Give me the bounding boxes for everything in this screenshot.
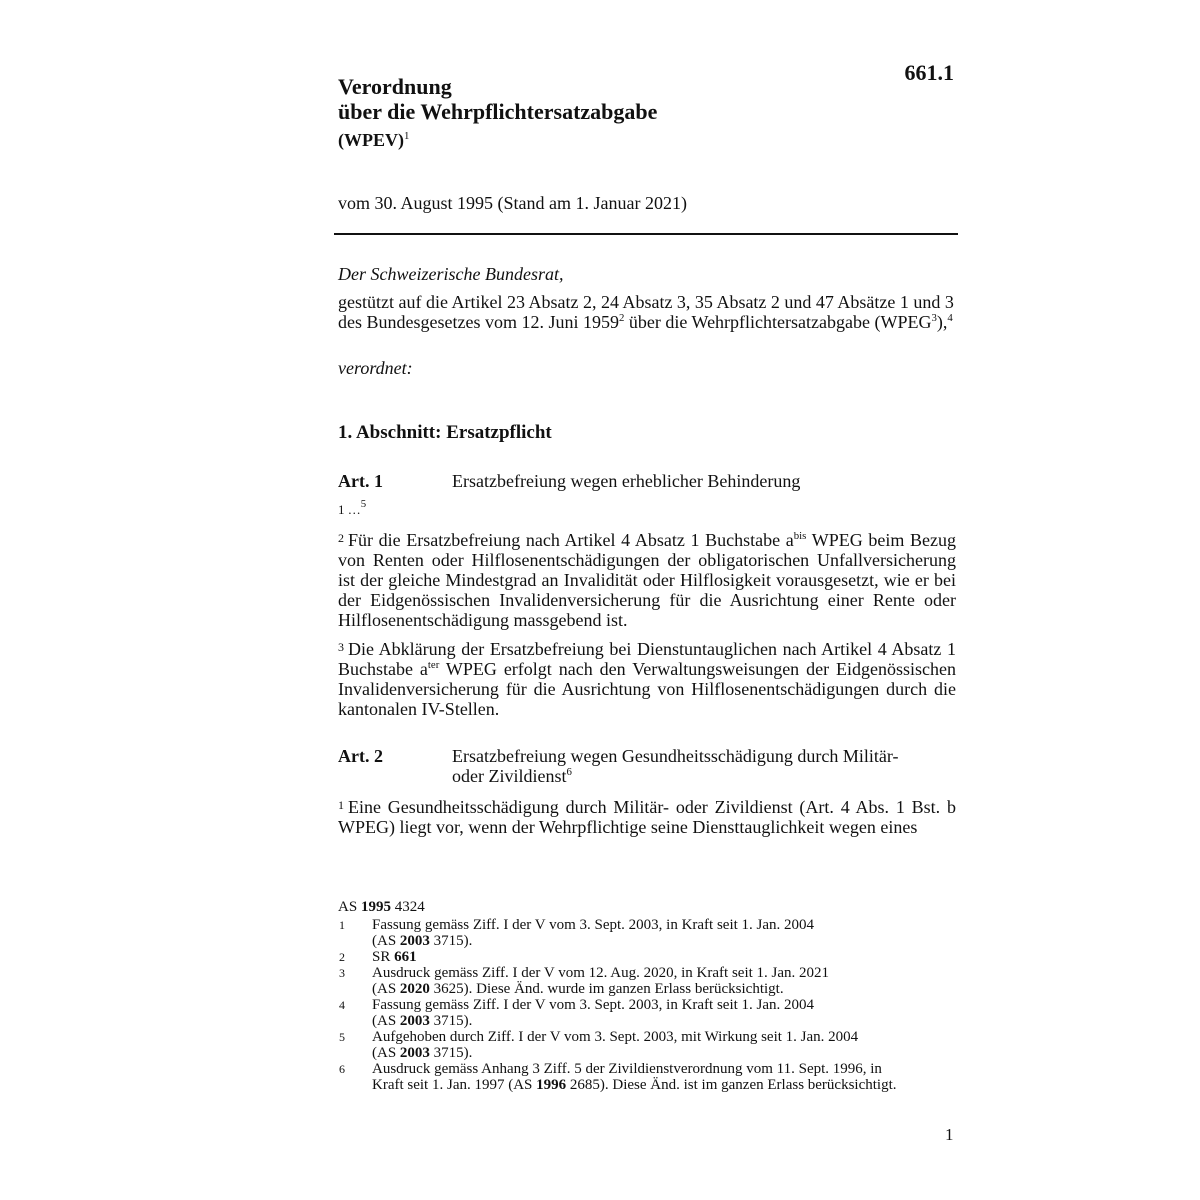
- footnote-part: (AS: [372, 981, 400, 997]
- document-title: [338, 74, 657, 124]
- footnote-text: [372, 1061, 897, 1093]
- footnote-1: [338, 917, 958, 949]
- source-page: 4324: [394, 899, 425, 915]
- section-heading: 1. Abschnitt: Ersatzpflicht: [338, 422, 552, 443]
- footnote-line: [372, 1045, 858, 1061]
- footnote-bold: 2003: [399, 1045, 430, 1061]
- footnote-bold: 2003: [399, 1013, 430, 1029]
- footnote-5: [338, 1029, 958, 1061]
- footnote-ref-6[interactable]: 6: [566, 766, 572, 778]
- footnote-number: 5: [339, 1030, 345, 1044]
- header-divider: [334, 233, 958, 235]
- footnote-part: (AS: [372, 1045, 400, 1061]
- para-text: Eine Gesundheitsschädigung durch Militär- oder Zivildienst (Art. 4 Abs. 1 Bst. b WPEG) liegt vor, wenn der Wehrpflichtige seine Diensttauglichkeit wegen eines: [338, 797, 956, 837]
- article-2-title-line-1: Ersatzbefreiung wegen Gesundheitsschädigung durch Militär-: [452, 746, 899, 766]
- footnotes: [338, 899, 958, 1093]
- article-1-title: Ersatzbefreiung wegen erheblicher Behinderung: [452, 471, 801, 491]
- footnote-text: [372, 917, 814, 949]
- footnote-text: [372, 949, 417, 965]
- footnote-part: 2685). Diese Änd. ist im ganzen Erlass berücksichtigt.: [566, 1077, 897, 1093]
- para-text-b: WPEG beim Bezug von Renten oder Hilflosenentschädigungen der obligatorischen Unfallversicherung ist der gleiche Mindestgrad an Invalidität oder Hilflosigkeit vorausgesetzt, wie er bei der Eidgenössischen Invalidenversicherung für die Ausrichtung einer Rente oder Hilflosenentschädigung massgebend ist.: [338, 530, 956, 630]
- preamble-basis-c: ),: [936, 312, 948, 332]
- footnote-number: 4: [339, 998, 345, 1012]
- title-line-1: Verordnung: [338, 74, 452, 99]
- para-number: 1: [338, 502, 345, 517]
- footnote-6: [338, 1061, 958, 1093]
- footnote-line: [372, 981, 829, 997]
- footnote-text: [372, 965, 829, 997]
- footnote-ref-4[interactable]: 4: [947, 312, 953, 324]
- footnote-bold: 2020: [399, 981, 430, 997]
- footnote-text: [372, 997, 814, 1029]
- footnote-bold: 1996: [536, 1077, 567, 1093]
- superscript-ter: ter: [427, 659, 440, 671]
- abbreviation-text: (WPEV): [338, 130, 404, 150]
- article-2-title-text: oder Zivildienst: [452, 766, 567, 786]
- footnote-part: 3715).: [429, 1045, 473, 1061]
- para-text-b: WPEG erfolgt nach den Verwaltungsweisungen der Eidgenössischen Invalidenversicherung für die Ausrichtung von Hilflosenentschädigungen durch die kantonalen IV-Stellen.: [338, 659, 956, 719]
- footnote-ref-3[interactable]: 3: [931, 312, 937, 324]
- page-number: 1: [945, 1125, 954, 1144]
- para-text-a: Die Abklärung der Ersatzbefreiung bei Dienstuntauglichen nach Artikel 4 Absatz 1 Buchstabe a: [338, 639, 956, 679]
- footnote-4: [338, 997, 958, 1029]
- footnote-line: Fassung gemäss Ziff. I der V vom 3. Sept. 2003, in Kraft seit 1. Jan. 2004: [372, 917, 815, 933]
- footnote-text: [372, 1029, 858, 1061]
- footnote-ref-1[interactable]: 1: [404, 130, 410, 142]
- para-number: 2: [338, 531, 344, 545]
- preamble-authority: Der Schweizerische Bundesrat,: [338, 264, 564, 284]
- footnote-line: [372, 1013, 814, 1029]
- article-1-para-3: [338, 637, 956, 719]
- title-abbreviation: [338, 130, 409, 151]
- preamble-enacts: verordnet:: [338, 358, 413, 378]
- superscript-bis: bis: [793, 530, 807, 542]
- footnote-part: 3715).: [429, 933, 473, 949]
- footnote-line: Aufgehoben durch Ziff. I der V vom 3. Sept. 2003, mit Wirkung seit 1. Jan. 2004: [372, 1029, 859, 1045]
- article-1-para-1: [338, 498, 956, 520]
- footnote-ref-5[interactable]: 5: [360, 498, 367, 510]
- footnote-line: Ausdruck gemäss Ziff. I der V vom 12. Aug. 2020, in Kraft seit 1. Jan. 2021: [372, 965, 830, 981]
- footnote-line: Fassung gemäss Ziff. I der V vom 3. Sept. 2003, in Kraft seit 1. Jan. 2004: [372, 997, 815, 1013]
- footnote-number: 2: [339, 950, 345, 964]
- title-line-2: über die Wehrpflichtersatzabgabe: [338, 99, 658, 124]
- footnote-part: Kraft seit 1. Jan. 1997 (AS: [372, 1077, 537, 1093]
- article-2-number: Art. 2: [338, 746, 383, 766]
- sr-number: 661.1: [904, 60, 954, 85]
- footnote-number: 6: [339, 1062, 345, 1076]
- source-prefix: AS: [338, 899, 358, 915]
- footnote-line: [372, 933, 814, 949]
- footnote-3: [338, 965, 958, 997]
- footnote-line: Ausdruck gemäss Anhang 3 Ziff. 5 der Zivildienstverordnung vom 11. Sept. 1996, in: [372, 1061, 882, 1077]
- footnote-number: 1: [339, 918, 345, 932]
- footnote-line: [372, 1077, 897, 1093]
- article-2-para-1: [338, 795, 956, 837]
- source-reference: [338, 899, 958, 915]
- article-1-para-2: [338, 528, 956, 630]
- para-number: 3: [338, 640, 344, 654]
- footnote-part: SR: [372, 949, 395, 965]
- para-text-a: Für die Ersatzbefreiung nach Artikel 4 Absatz 1 Buchstabe a: [348, 530, 794, 550]
- source-year: 1995: [360, 899, 391, 915]
- para-number: 1: [338, 798, 344, 812]
- preamble-basis-a: gestützt auf die Artikel 23 Absatz 2, 24 Absatz 3, 35 Absatz 2 und 47 Absätze 1 und 3 des Bundesgesetzes vom 12. Juni 1959: [338, 292, 954, 332]
- footnote-ref-2[interactable]: 2: [618, 312, 625, 324]
- preamble-basis: [338, 292, 956, 332]
- footnote-part: (AS: [372, 1013, 400, 1029]
- article-2-title-line-2: [452, 766, 922, 786]
- footnote-2: [338, 949, 958, 965]
- article-1-number: Art. 1: [338, 471, 383, 491]
- footnote-part: (AS: [372, 933, 400, 949]
- article-2-title: [452, 746, 922, 786]
- para-text: …: [344, 502, 361, 517]
- footnote-part: 3715).: [429, 1013, 473, 1029]
- issue-date: vom 30. August 1995 (Stand am 1. Januar 2021): [338, 193, 687, 213]
- footnote-number: 3: [339, 966, 345, 980]
- footnote-part: 3625). Diese Änd. wurde im ganzen Erlass berücksichtigt.: [429, 981, 784, 997]
- footnote-bold: 661: [394, 949, 417, 965]
- preamble-basis-b: über die Wehrpflichtersatzabgabe (WPEG: [624, 312, 932, 332]
- footnote-bold: 2003: [399, 933, 430, 949]
